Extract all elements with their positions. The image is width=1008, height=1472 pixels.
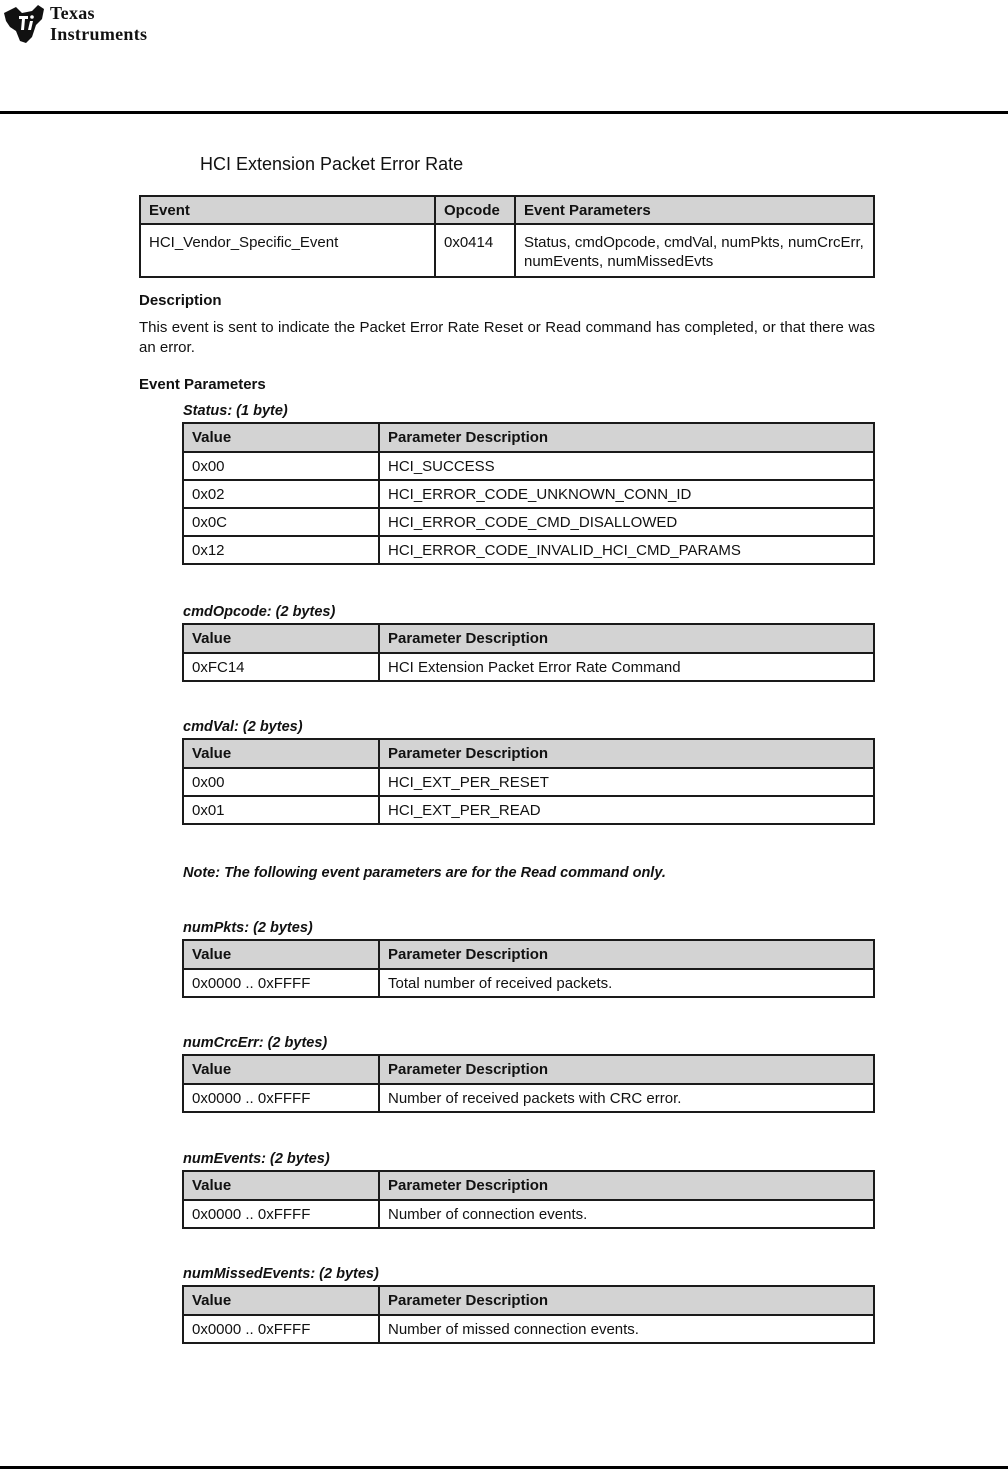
value-cell: 0x0000 .. 0xFFFF: [183, 1084, 379, 1112]
value-cell: 0x0000 .. 0xFFFF: [183, 1200, 379, 1228]
event-parameters-heading: Event Parameters: [139, 376, 266, 393]
status-label: Status: (1 byte): [183, 403, 288, 419]
table-row: [183, 653, 874, 681]
col-header-event: Event: [140, 196, 435, 224]
description-cell: Total number of received packets.: [379, 969, 874, 997]
table-row: [183, 796, 874, 824]
description-cell: HCI_EXT_PER_RESET: [379, 768, 874, 796]
value-cell: 0x02: [183, 480, 379, 508]
value-cell: 0x0000 .. 0xFFFF: [183, 969, 379, 997]
numpkts-label: numPkts: (2 bytes): [183, 920, 313, 936]
event-name-cell: HCI_Vendor_Specific_Event: [140, 224, 435, 277]
table-row: [183, 480, 874, 508]
numpkts-table: [182, 939, 875, 998]
nummissedevents-table: [182, 1285, 875, 1344]
cmdval-label: cmdVal: (2 bytes): [183, 719, 303, 735]
status-table: [182, 422, 875, 565]
nummissedevents-label: numMissedEvents: (2 bytes): [183, 1266, 379, 1282]
description-cell: Number of received packets with CRC error.: [379, 1084, 874, 1112]
description-cell: HCI_ERROR_CODE_UNKNOWN_CONN_ID: [379, 480, 874, 508]
numcrcerr-table: [182, 1054, 875, 1113]
col-header-value: Value: [183, 624, 379, 653]
col-header-value: Value: [183, 1055, 379, 1084]
value-cell: 0xFC14: [183, 653, 379, 681]
description-cell: HCI_ERROR_CODE_CMD_DISALLOWED: [379, 508, 874, 536]
table-header-row: [183, 1055, 874, 1084]
table-header-row: [183, 1171, 874, 1200]
col-header-description: Parameter Description: [379, 1055, 874, 1084]
table-header-row: [183, 1286, 874, 1315]
table-header-row: [140, 196, 874, 224]
ti-logo: [2, 3, 147, 45]
value-cell: 0x00: [183, 452, 379, 480]
col-header-description: Parameter Description: [379, 739, 874, 768]
numevents-label: numEvents: (2 bytes): [183, 1151, 330, 1167]
table-header-row: [183, 739, 874, 768]
col-header-description: Parameter Description: [379, 624, 874, 653]
col-header-description: Parameter Description: [379, 1171, 874, 1200]
logo-text-line1: Texas: [50, 3, 95, 23]
col-header-event-parameters: Event Parameters: [515, 196, 874, 224]
table-row: [183, 768, 874, 796]
value-cell: 0x00: [183, 768, 379, 796]
description-cell: HCI_SUCCESS: [379, 452, 874, 480]
table-row: [183, 1084, 874, 1112]
event-summary-table: [139, 195, 875, 278]
col-header-value: Value: [183, 739, 379, 768]
description-cell: Number of missed connection events.: [379, 1315, 874, 1343]
cmdval-table: [182, 738, 875, 825]
col-header-description: Parameter Description: [379, 1286, 874, 1315]
value-cell: 0x0000 .. 0xFFFF: [183, 1315, 379, 1343]
ti-logo-icon: [2, 3, 46, 45]
table-row: [140, 224, 874, 277]
description-cell: HCI Extension Packet Error Rate Command: [379, 653, 874, 681]
header-rule: [0, 111, 1008, 114]
description-cell: HCI_EXT_PER_READ: [379, 796, 874, 824]
description-text: This event is sent to indicate the Packet Error Rate Reset or Read command has completed, or that there was an error.: [139, 319, 875, 356]
page-header: [0, 0, 1008, 114]
table-header-row: [183, 624, 874, 653]
cmdopcode-table: [182, 623, 875, 682]
table-row: [183, 452, 874, 480]
col-header-value: Value: [183, 940, 379, 969]
col-header-description: Parameter Description: [379, 940, 874, 969]
table-row: [183, 1315, 874, 1343]
numevents-table: [182, 1170, 875, 1229]
cmdopcode-label: cmdOpcode: (2 bytes): [183, 604, 336, 620]
description-heading: Description: [139, 292, 222, 309]
value-cell: 0x12: [183, 536, 379, 564]
event-params-cell: Status, cmdOpcode, cmdVal, numPkts, numCrcErr, numEvents, numMissedEvts: [515, 224, 874, 277]
logo-text-line2: Instruments: [50, 24, 148, 44]
table-header-row: [183, 940, 874, 969]
table-header-row: [183, 423, 874, 452]
col-header-value: Value: [183, 1171, 379, 1200]
col-header-opcode: Opcode: [435, 196, 515, 224]
section-title: HCI Extension Packet Error Rate: [200, 154, 464, 174]
table-row: [183, 1200, 874, 1228]
col-header-description: Parameter Description: [379, 423, 874, 452]
read-command-note: Note: The following event parameters are for the Read command only.: [183, 865, 666, 881]
numcrcerr-label: numCrcErr: (2 bytes): [183, 1035, 328, 1051]
table-row: [183, 536, 874, 564]
value-cell: 0x0C: [183, 508, 379, 536]
description-cell: Number of connection events.: [379, 1200, 874, 1228]
value-cell: 0x01: [183, 796, 379, 824]
opcode-cell: 0x0414: [435, 224, 515, 277]
table-row: [183, 508, 874, 536]
table-row: [183, 969, 874, 997]
col-header-value: Value: [183, 423, 379, 452]
footer-rule: [0, 1466, 1008, 1469]
description-cell: HCI_ERROR_CODE_INVALID_HCI_CMD_PARAMS: [379, 536, 874, 564]
col-header-value: Value: [183, 1286, 379, 1315]
